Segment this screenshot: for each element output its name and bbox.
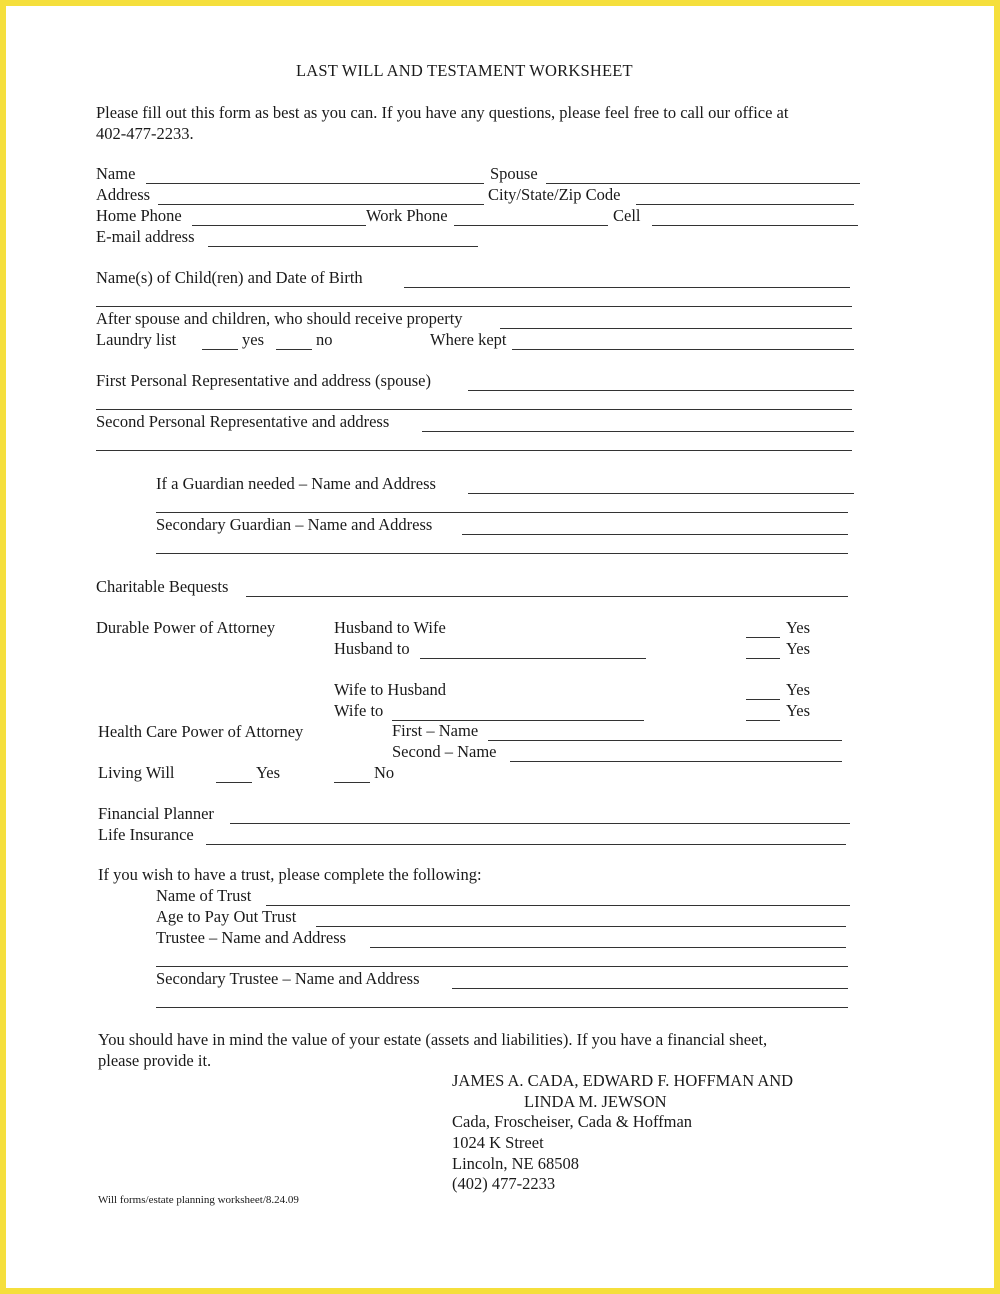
- poa-husband-to-blank[interactable]: [746, 658, 780, 659]
- living-will-yes-blank[interactable]: [216, 782, 252, 783]
- trust-name-label: Name of Trust: [156, 886, 252, 905]
- laundry-list-yes-blank[interactable]: [202, 349, 238, 350]
- secondary-guardian-field[interactable]: [462, 534, 848, 535]
- email-label: E-mail address: [96, 227, 195, 246]
- cell-label: Cell: [613, 206, 641, 225]
- charitable-field[interactable]: [246, 596, 848, 597]
- secondary-guardian-field-line-2[interactable]: [156, 553, 848, 554]
- trust-intro: If you wish to have a trust, please complete the following:: [98, 865, 482, 884]
- name-field[interactable]: [146, 183, 484, 184]
- guardian-field-line-2[interactable]: [156, 512, 848, 513]
- poa-wife-to-husband-yes: Yes: [786, 680, 811, 699]
- first-rep-field-line-2[interactable]: [96, 409, 852, 410]
- trust-name-field[interactable]: [266, 905, 850, 906]
- work-phone-label: Work Phone: [366, 206, 448, 225]
- trustee-field-line-2[interactable]: [156, 966, 848, 967]
- name-label: Name: [96, 164, 136, 183]
- children-label: Name(s) of Child(ren) and Date of Birth: [96, 268, 363, 287]
- firm-phone: (402) 477-2233: [452, 1174, 556, 1193]
- poa-wife-to-label: Wife to: [334, 701, 384, 720]
- address-label: Address: [96, 185, 151, 204]
- laundry-list-yes-label: yes: [242, 330, 264, 349]
- intro-line-2: 402-477-2233.: [96, 124, 194, 143]
- poa-wife-to-yes: Yes: [786, 701, 811, 720]
- firm-street: 1024 K Street: [452, 1133, 544, 1152]
- spouse-label: Spouse: [490, 164, 538, 183]
- poa-husband-to-wife-yes: Yes: [786, 618, 811, 637]
- trustee-label: Trustee – Name and Address: [156, 928, 347, 947]
- secondary-trustee-label: Secondary Trustee – Name and Address: [156, 969, 420, 988]
- children-field[interactable]: [404, 287, 850, 288]
- life-insurance-field[interactable]: [206, 844, 846, 845]
- trust-age-label: Age to Pay Out Trust: [156, 907, 297, 926]
- guardian-label: If a Guardian needed – Name and Address: [156, 474, 436, 493]
- trustee-field[interactable]: [370, 947, 846, 948]
- poa-husband-to-wife-blank[interactable]: [746, 637, 780, 638]
- poa-husband-to-field[interactable]: [420, 658, 646, 659]
- living-will-yes-label: Yes: [256, 763, 281, 782]
- life-insurance-label: Life Insurance: [98, 825, 194, 844]
- poa-husband-to-wife-label: Husband to Wife: [334, 618, 446, 637]
- laundry-list-no-blank[interactable]: [276, 349, 312, 350]
- second-rep-label: Second Personal Representative and address: [96, 412, 390, 431]
- intro-line-1: Please fill out this form as best as you can. If you have any questions, please feel free to call our office at: [96, 103, 789, 122]
- poa-husband-to-yes: Yes: [786, 639, 811, 658]
- after-spouse-field[interactable]: [500, 328, 852, 329]
- second-rep-field[interactable]: [422, 431, 854, 432]
- city-state-zip-label: City/State/Zip Code: [488, 185, 621, 204]
- work-phone-field[interactable]: [454, 225, 608, 226]
- health-care-poa-label: Health Care Power of Attorney: [98, 722, 304, 741]
- living-will-no-label: No: [374, 763, 395, 782]
- first-rep-field[interactable]: [468, 390, 854, 391]
- home-phone-label: Home Phone: [96, 206, 182, 225]
- closing-line-2: please provide it.: [98, 1051, 212, 1070]
- financial-planner-field[interactable]: [230, 823, 850, 824]
- health-care-first-field[interactable]: [488, 740, 842, 741]
- after-spouse-label: After spouse and children, who should receive property: [96, 309, 463, 328]
- cell-field[interactable]: [652, 225, 858, 226]
- poa-wife-to-husband-blank[interactable]: [746, 699, 780, 700]
- closing-line-1: You should have in mind the value of your estate (assets and liabilities). If you have a financial sheet,: [98, 1030, 768, 1049]
- firm-attorneys-line-1: JAMES A. CADA, EDWARD F. HOFFMAN AND: [452, 1071, 794, 1090]
- health-care-first-label: First – Name: [392, 721, 479, 740]
- where-kept-label: Where kept: [430, 330, 507, 349]
- poa-label: Durable Power of Attorney: [96, 618, 276, 637]
- financial-planner-label: Financial Planner: [98, 804, 214, 823]
- trust-age-field[interactable]: [316, 926, 846, 927]
- guardian-field[interactable]: [468, 493, 854, 494]
- worksheet-page: [6, 6, 994, 1288]
- secondary-trustee-field-line-2[interactable]: [156, 1007, 848, 1008]
- document-footer: Will forms/estate planning worksheet/8.24.09: [98, 1194, 299, 1206]
- poa-wife-to-husband-label: Wife to Husband: [334, 680, 447, 699]
- laundry-list-label: Laundry list: [96, 330, 177, 349]
- poa-wife-to-blank[interactable]: [746, 720, 780, 721]
- poa-husband-to-label: Husband to: [334, 639, 410, 658]
- first-rep-label: First Personal Representative and address (spouse): [96, 371, 431, 390]
- laundry-list-no-label: no: [316, 330, 333, 349]
- secondary-trustee-field[interactable]: [452, 988, 848, 989]
- health-care-second-field[interactable]: [510, 761, 842, 762]
- children-field-line-2[interactable]: [96, 306, 852, 307]
- city-state-zip-field[interactable]: [636, 204, 854, 205]
- second-rep-field-line-2[interactable]: [96, 450, 852, 451]
- charitable-label: Charitable Bequests: [96, 577, 229, 596]
- secondary-guardian-label: Secondary Guardian – Name and Address: [156, 515, 433, 534]
- email-field[interactable]: [208, 246, 478, 247]
- page-title: LAST WILL AND TESTAMENT WORKSHEET: [296, 61, 633, 80]
- firm-name: Cada, Froscheiser, Cada & Hoffman: [452, 1112, 693, 1131]
- firm-city: Lincoln, NE 68508: [452, 1154, 579, 1173]
- living-will-no-blank[interactable]: [334, 782, 370, 783]
- living-will-label: Living Will: [98, 763, 175, 782]
- firm-attorneys-line-2: LINDA M. JEWSON: [524, 1092, 667, 1111]
- health-care-second-label: Second – Name: [392, 742, 497, 761]
- where-kept-field[interactable]: [512, 349, 854, 350]
- address-field[interactable]: [158, 204, 484, 205]
- home-phone-field[interactable]: [192, 225, 366, 226]
- spouse-field[interactable]: [546, 183, 860, 184]
